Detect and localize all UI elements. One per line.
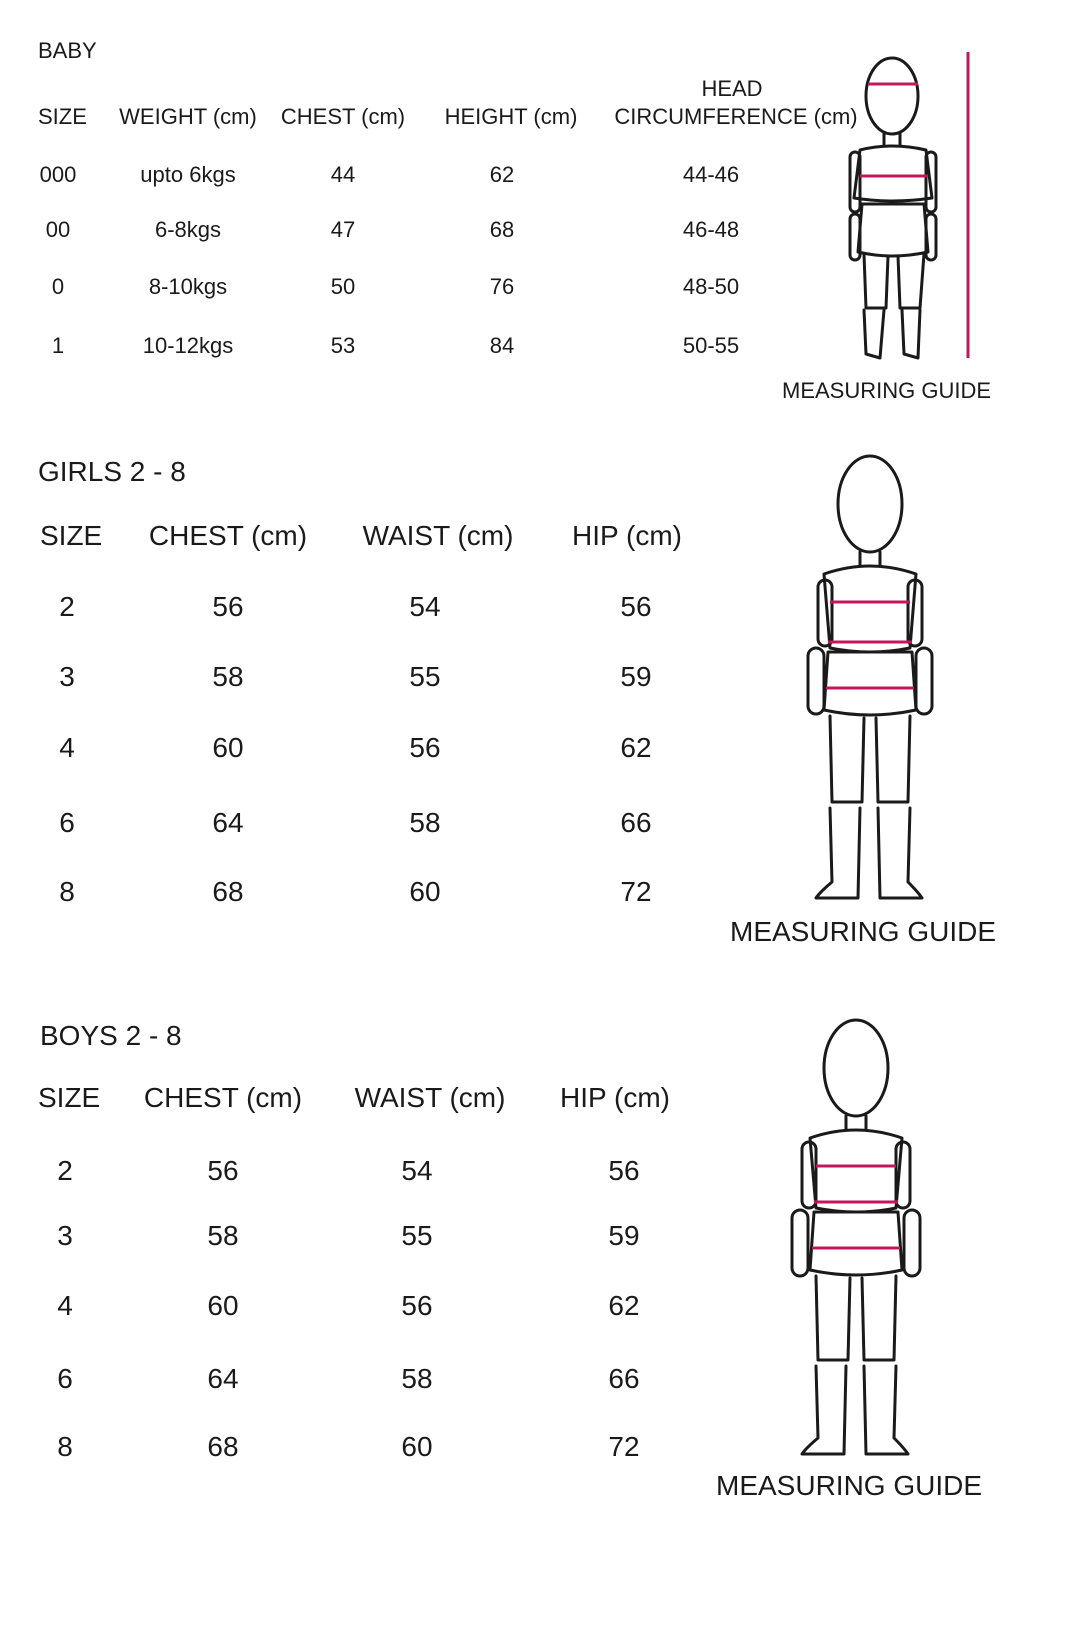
boys-cell-waist: 60	[401, 1431, 433, 1462]
baby-cell-weight: 8-10kgs	[148, 274, 228, 299]
girls-cell-waist: 54	[409, 591, 441, 622]
girls-cell-chest: 60	[212, 732, 244, 763]
baby-cell-size: 00	[45, 217, 71, 242]
boys-cell-hip: 72	[608, 1431, 640, 1462]
baby-header-weight: WEIGHT (cm)	[119, 104, 257, 129]
girls-cell-chest: 56	[212, 591, 244, 622]
boys-cell-chest: 64	[207, 1363, 239, 1394]
baby-cell-size: 1	[51, 333, 65, 358]
baby-cell-chest: 50	[330, 274, 356, 299]
baby-cell-chest: 53	[330, 333, 356, 358]
boys-cell-hip: 59	[608, 1220, 640, 1251]
boys-cell-chest: 58	[207, 1220, 239, 1251]
boys-cell-hip: 62	[608, 1290, 640, 1321]
boys-cell-waist: 56	[401, 1290, 433, 1321]
baby-measuring-guide: MEASURING GUIDE	[782, 378, 992, 403]
baby-cell-size: 000	[39, 162, 77, 187]
girls-cell-size: 2	[59, 591, 75, 622]
girls-cell-hip: 62	[620, 732, 652, 763]
boys-cell-waist: 55	[401, 1220, 433, 1251]
girls-cell-hip: 59	[620, 661, 652, 692]
baby-cell-height: 62	[489, 162, 515, 187]
baby-cell-weight: upto 6kgs	[140, 162, 236, 187]
baby-cell-head: 50-55	[682, 333, 740, 358]
girls-cell-waist: 60	[409, 876, 441, 907]
baby-cell-head: 48-50	[682, 274, 740, 299]
boys-cell-waist: 58	[401, 1363, 433, 1394]
baby-header-size: SIZE	[38, 104, 87, 129]
baby-cell-height: 68	[489, 217, 515, 242]
girls-cell-hip: 66	[620, 807, 652, 838]
boys-cell-chest: 56	[207, 1155, 239, 1186]
girls-cell-hip: 72	[620, 876, 652, 907]
boys-cell-chest: 68	[207, 1431, 239, 1462]
girls-title: GIRLS 2 - 8	[38, 456, 186, 487]
boys-cell-size: 6	[57, 1363, 73, 1394]
baby-cell-chest: 47	[330, 217, 356, 242]
baby-header-head-line2: CIRCUMFERENCE (cm)	[614, 104, 858, 129]
baby-cell-chest: 44	[330, 162, 356, 187]
baby-cell-head: 44-46	[682, 162, 740, 187]
girls-cell-size: 3	[59, 661, 75, 692]
baby-cell-weight: 6-8kgs	[154, 217, 222, 242]
baby-cell-height: 84	[489, 333, 515, 358]
girls-header-hip: HIP (cm)	[572, 520, 682, 551]
girls-header-chest: CHEST (cm)	[148, 520, 308, 551]
girls-header-size: SIZE	[40, 520, 103, 551]
girls-cell-waist: 56	[409, 732, 441, 763]
baby-title: BABY	[38, 38, 97, 63]
girls-cell-size: 4	[59, 732, 75, 763]
baby-header-head-line1: HEAD	[701, 76, 763, 101]
boys-cell-size: 4	[57, 1290, 73, 1321]
girls-cell-chest: 68	[212, 876, 244, 907]
boys-cell-hip: 66	[608, 1363, 640, 1394]
baby-figure-icon	[840, 48, 990, 368]
baby-header-chest: CHEST (cm)	[280, 104, 406, 129]
boy-figure-icon	[786, 1016, 926, 1460]
girls-cell-chest: 58	[212, 661, 244, 692]
girls-cell-size: 6	[59, 807, 75, 838]
boys-header-size: SIZE	[38, 1082, 101, 1113]
boys-cell-size: 2	[57, 1155, 73, 1186]
girls-cell-chest: 64	[212, 807, 244, 838]
girls-measuring-guide: MEASURING GUIDE	[730, 916, 997, 947]
boys-header-hip: HIP (cm)	[560, 1082, 670, 1113]
baby-header-height: HEIGHT (cm)	[444, 104, 578, 129]
boys-cell-size: 8	[57, 1431, 73, 1462]
boys-cell-hip: 56	[608, 1155, 640, 1186]
boys-measuring-guide: MEASURING GUIDE	[716, 1470, 983, 1501]
boys-cell-waist: 54	[401, 1155, 433, 1186]
boys-cell-size: 3	[57, 1220, 73, 1251]
boys-cell-chest: 60	[207, 1290, 239, 1321]
baby-cell-height: 76	[489, 274, 515, 299]
baby-cell-head: 46-48	[682, 217, 740, 242]
girls-cell-size: 8	[59, 876, 75, 907]
boys-header-waist: WAIST (cm)	[354, 1082, 506, 1113]
girls-cell-waist: 55	[409, 661, 441, 692]
girls-header-waist: WAIST (cm)	[362, 520, 514, 551]
boys-header-chest: CHEST (cm)	[143, 1082, 303, 1113]
girls-cell-hip: 56	[620, 591, 652, 622]
girl-figure-icon	[800, 452, 940, 904]
boys-title: BOYS 2 - 8	[40, 1020, 182, 1051]
baby-cell-size: 0	[51, 274, 65, 299]
baby-cell-weight: 10-12kgs	[142, 333, 234, 358]
girls-cell-waist: 58	[409, 807, 441, 838]
